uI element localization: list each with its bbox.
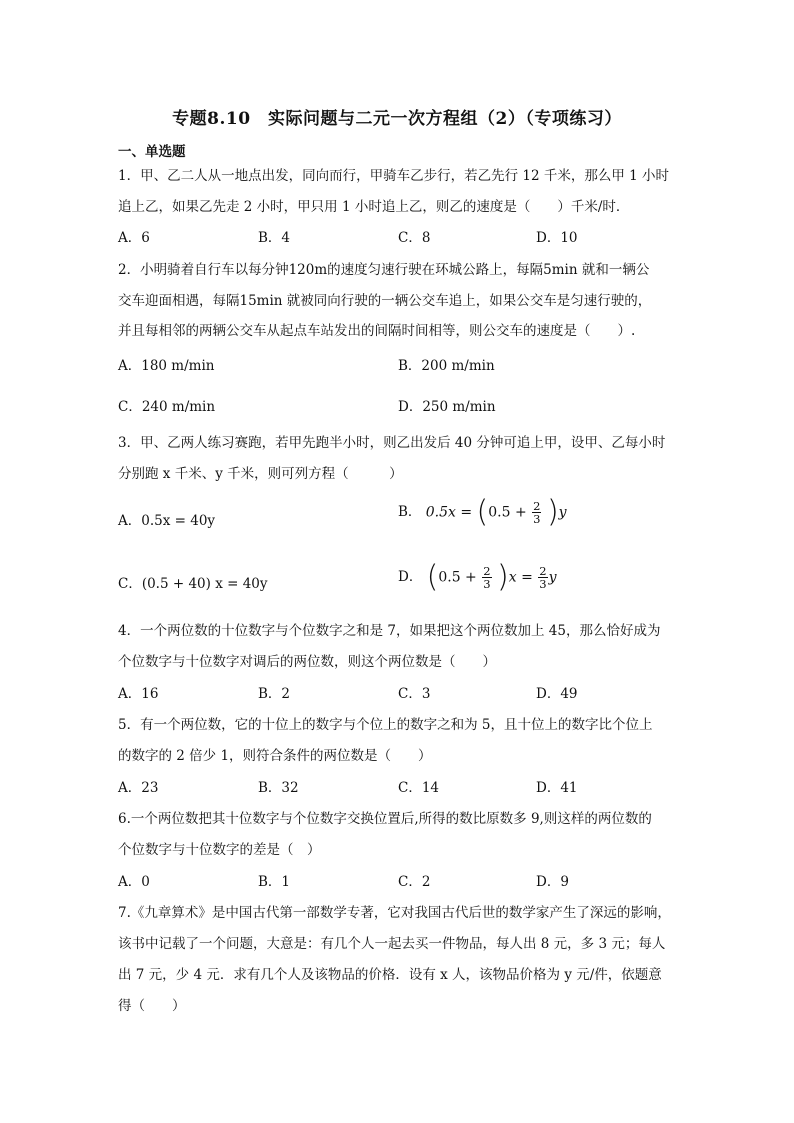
- question-3-line-1: 3．甲、乙两人练习赛跑，若甲先跑半小时，则乙出发后 40 分钟可追上甲，设甲、乙每小时: [118, 435, 666, 451]
- q4-option-c: C．3: [398, 686, 431, 702]
- q6-option-a: A．0: [118, 874, 150, 890]
- section-heading: 一、单选题: [118, 144, 186, 160]
- question-4-line-2: 个位数字与十位数字对调后的两位数，则这个两位数是（ ）: [118, 654, 496, 670]
- q3-option-d-label: D．: [398, 569, 423, 585]
- q1-option-d: D．10: [536, 230, 578, 246]
- q3-option-d-equation: (0.5 + $\frac{2}{3}$ )x = $\frac{2}{3}$ y: [426, 559, 557, 595]
- q5-option-d: D．41: [536, 780, 578, 796]
- question-5-line-1: 5．有一个两位数，它的十位上的数字与个位上的数字之和为 5，且十位上的数字比个位上: [118, 717, 653, 733]
- q3-option-d: [398, 559, 557, 595]
- q2-option-b: B．200 m/min: [398, 358, 495, 374]
- question-2-line-3: 并且每相邻的两辆公交车从起点车站发出的间隔时间相等，则公交车的速度是（ ）.: [118, 323, 636, 339]
- q4-option-b: B．2: [258, 686, 291, 702]
- q2-option-a: A．180 m/min: [118, 358, 215, 374]
- q4-option-a: A．16: [118, 686, 159, 702]
- page-title: 专题8.10 实际问题与二元一次方程组（2）（专项练习）: [172, 109, 622, 129]
- question-5-line-2: 的数字的 2 倍少 1，则符合条件的两位数是（ ）: [118, 748, 432, 764]
- question-6-line-2: 个位数字与十位数字的差是（ ）: [118, 842, 321, 858]
- q6-option-c: C．2: [398, 874, 431, 890]
- q2-option-d: D．250 m/min: [398, 399, 496, 415]
- q3-option-a: A．0.5x = 40y: [118, 513, 216, 529]
- question-4-line-1: 4．一个两位数的十位数字与个位数字之和是 7，如果把这个两位数加上 45，那么恰好成为: [118, 623, 661, 639]
- q4-option-d: D．49: [536, 686, 578, 702]
- question-6-line-1: 6.一个两位数把其十位数字与个位数字交换位置后,所得的数比原数多 9,则这样的两位数的: [118, 811, 652, 827]
- q5-option-c: C．14: [398, 780, 440, 796]
- q1-option-b: B．4: [258, 230, 291, 246]
- q5-option-a: A．23: [118, 780, 159, 796]
- q3-option-b: [398, 494, 567, 530]
- q3-option-c: C．(0.5 + 40) x = 40y: [118, 576, 268, 592]
- q2-option-c: C．240 m/min: [118, 399, 216, 415]
- q1-option-a: A．6: [118, 230, 150, 246]
- q6-option-d: D．9: [536, 874, 569, 890]
- question-7-line-3: 出 7 元，少 4 元．求有几个人及该物品的价格．设有 x 人，该物品价格为 y 元/件，依题意: [118, 967, 662, 983]
- q1-option-c: C．8: [398, 230, 431, 246]
- question-2-line-1: 2．小明骑着自行车以每分钟120m的速度匀速行驶在环城公路上，每隔5min 就和一辆公: [118, 262, 650, 278]
- question-1-line-2: 追上乙，如果乙先走 2 小时，甲只用 1 小时追上乙，则乙的速度是（ ）千米/时．: [118, 199, 630, 215]
- question-7-line-2: 该书中记载了一个问题，大意是：有几个人一起去买一件物品，每人出 8 元，多 3 元；每人: [118, 936, 666, 952]
- question-2-line-2: 交车迎面相遇，每隔15min 就被同向行驶的一辆公交车追上，如果公交车是匀速行驶的，: [118, 293, 652, 309]
- q3-option-b-label: B．: [398, 504, 422, 520]
- question-7-line-1: 7.《九章算术》是中国古代第一部数学专著，它对我国古代后世的数学家产生了深远的影响，: [118, 905, 671, 921]
- question-3-line-2: 分别跑 x 千米、y 千米，则可列方程（ ）: [118, 466, 403, 482]
- q6-option-b: B．1: [258, 874, 291, 890]
- question-1-line-1: 1．甲、乙二人从一地点出发，同向而行，甲骑车乙步行，若乙先行 12 千米，那么甲 1 小时: [118, 168, 670, 184]
- q3-option-b-equation: 0.5x = (0.5 + $\frac{2}{3}$ )y: [425, 494, 567, 530]
- q5-option-b: B．32: [258, 780, 299, 796]
- question-7-line-4: 得（ ）: [118, 998, 186, 1014]
